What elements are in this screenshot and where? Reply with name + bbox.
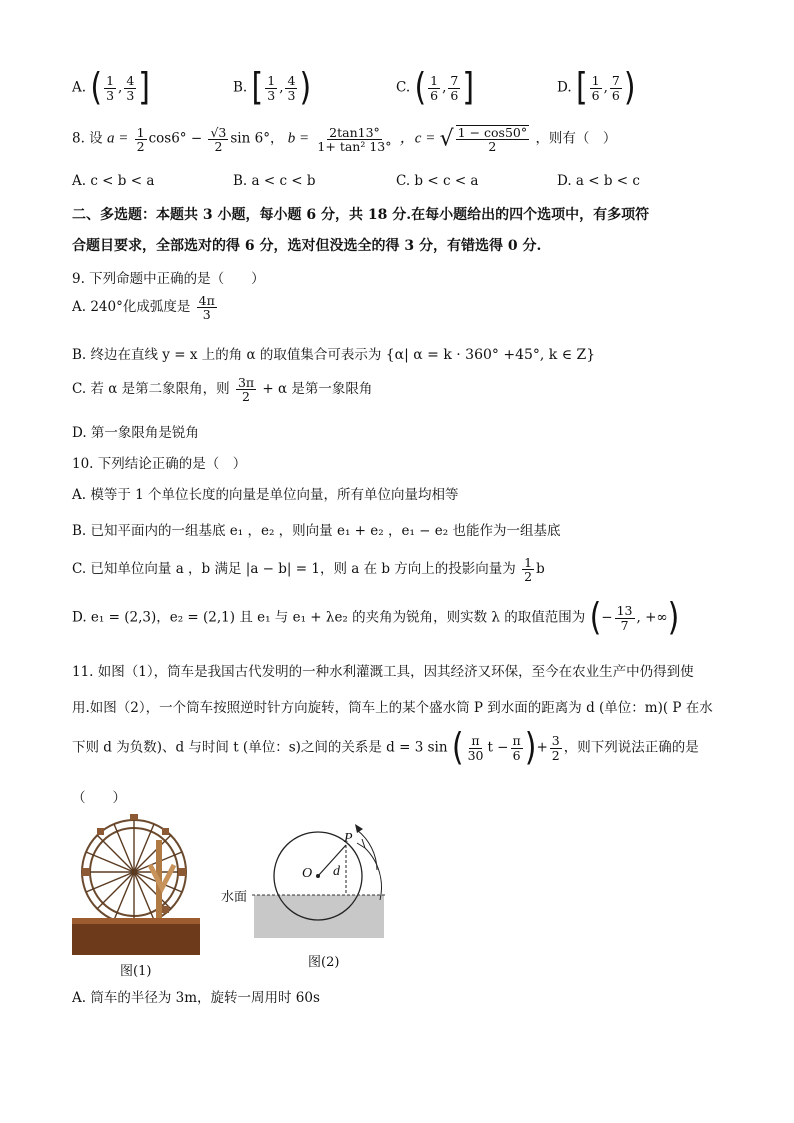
q11-option-a: A. 筒车的半径为 3m，旋转一周用时 60s [72,990,320,1006]
q11-frac3 [550,734,562,761]
q8-option-a: A. c < b < a [72,173,155,189]
q8-a-part1: cos6° − [148,130,203,147]
q8-frac-sqrt3 [208,126,228,153]
q11-line3a: 下则 d 为负数)、d 与时间 t (单位：s)之间的关系是 d = 3 sin [72,739,448,756]
open-paren: ( [589,595,602,640]
frac-num: 1 [267,73,276,89]
q10-d-text1: D. e₁ = (2,3)，e₂ = (2,1) 且 e₁ 与 e₁ + λe₂ 的夹角为锐角，则实数 λ 的取值范围为 [72,609,586,626]
label-O: O [302,866,313,881]
open-bracket: [ [575,65,588,110]
option-letter: C. [396,79,411,96]
close-paren: ) [667,595,680,640]
label-P: P [344,831,353,846]
water-wheel-illustration [72,810,200,955]
close-bracket: ) [299,65,312,110]
q9-stem: 9. 下列命题中正确的是（ ） [72,271,265,287]
section2-line2: 合题目要求，全部选对的得 6 分，选对但没选全的得 3 分，有错选得 0 分. [72,238,542,254]
arrow-head-icon [357,839,365,848]
q9-b-set: {α| α = k · 360° +45°, k ∈ Z} [385,347,596,363]
close-bracket: ] [138,65,150,110]
frac-num: √3 [210,124,227,140]
frac-num: 1 [430,73,439,89]
frac-den: 3 [106,87,115,103]
q8-b-expr: b = [287,130,310,147]
q10-d-text2: , +∞ [636,609,668,626]
option-letter: B. [233,79,248,96]
q9-option-a [72,294,219,321]
frac-den: 7 [620,617,629,633]
frac-den: 6 [430,87,439,103]
frac-den: 3 [202,307,211,323]
q8-a-part2: sin 6°， [230,130,284,147]
frac-num: 1 [591,73,600,89]
q9-option-c [72,376,372,403]
frac-num: 1 [136,124,145,140]
q7-option-b: B. [ $\frac{1}{3}$ , $\frac{4}{3}$ ) [233,65,312,110]
q8-option-b: B. a < c < b [233,173,316,189]
q11-plus: + [536,739,548,756]
q8-c-frac [456,125,529,153]
q8-prefix: 8. 设 [72,130,103,147]
q10-option-a: A. 模等于 1 个单位长度的向量是单位向量，所有单位向量均相等 [72,487,459,503]
frac-lower [265,74,277,101]
water-wheel-photo [72,810,200,955]
frac-den: 30 [467,747,484,763]
open-paren: ( [451,725,464,770]
q7-option-a: A. ( $\frac{1}{3}$ , $\frac{4}{3}$ ] [72,65,150,110]
frac-num: 4π [198,293,215,308]
close-bracket: ) [623,65,636,110]
frac-den: 1+ tan² 13° [317,138,392,154]
frac-upper [448,74,460,101]
rotation-arc [365,848,381,900]
frac-lower [104,74,116,101]
figure1-caption: 图(1) [120,964,152,979]
q9-c-frac [236,376,256,403]
frac-num: 1 − cos50° [457,125,528,140]
q11-line3 [72,725,699,770]
q10-stem: 10. 下列结论正确的是（ ） [72,456,247,472]
q10-c-text2: b [536,561,545,578]
q10-c-text1: C. 已知单位向量 a ，b 满足 |a − b| = 1，则 a 在 b 方向上的投影向量为 [72,561,516,578]
q9-option-d: D. 第一象限角是锐角 [72,425,199,441]
frac-num: 1 [524,555,533,570]
q11-line3b: ，则下列说法正确的是 [563,739,699,756]
q8-c-expr: ，c = [399,130,436,147]
q8-stem [72,125,616,153]
frac-num: 2tan13° [329,124,380,140]
q8-b-frac [315,126,393,153]
frac-num: 1 [106,73,115,89]
option-letter: D. [557,79,572,96]
frac-upper [124,74,136,101]
frac-num: 13 [616,603,633,619]
open-bracket: [ [251,65,264,110]
q9-option-b [72,343,595,363]
frac-den: 2 [524,569,533,585]
water-label: 水面 [221,890,248,905]
frac-den: 6 [591,87,600,103]
q8-frac-half [135,126,147,153]
frac-den: 2 [488,139,497,155]
option-letter: A. [72,79,87,96]
frac-den: 2 [242,389,250,405]
frac-den: 6 [512,747,521,763]
frac-den: 6 [611,87,620,103]
open-bracket: ( [414,65,427,110]
q11-frac1 [466,734,486,761]
q10-option-b: B. 已知平面内的一组基底 e₁ ，e₂ ，则向量 e₁ + e₂ ，e₁ − e₂ 也能作为一组基底 [72,523,561,539]
frac-den: 3 [287,87,296,103]
frac-den: 2 [214,138,223,154]
frac-num: 3π [237,375,255,390]
q8-a-expr: a = [106,130,129,147]
frac-den: 2 [551,747,560,763]
radius-line [318,845,346,876]
section2-line1: 二、多选题：本题共 3 小题，每小题 6 分，共 18 分.在每小题给出的四个选项中，有多项符 [72,207,650,223]
open-bracket: ( [90,65,103,110]
q8-suffix: ，则有（ ） [535,130,617,147]
q7-option-d: D. [ $\frac{1}{6}$ , $\frac{7}{6}$ ) [557,65,636,110]
frac-num: 4 [126,73,135,89]
q11-line1: 11. 如图（1），筒车是我国古代发明的一种水利灌溉工具，因其经济又环保，至今在农业生产中仍得到使 [72,664,694,680]
frac-lower [428,74,440,101]
frac-upper [285,74,297,101]
frac-num: 4 [287,73,296,89]
figure2-caption: 图(2) [308,955,340,970]
frac-num: 7 [450,73,459,89]
frac-num: π [471,733,480,749]
frac-num: 7 [611,73,620,89]
q10-option-c [72,556,545,583]
q11-line2: 用.如图（2），一个筒车按照逆时针方向旋转，筒车上的某个盛水筒 P 到水面的距离为 d (单位：m)( P 在水 [72,700,713,716]
frac-den: 3 [126,87,135,103]
q9-a-text: A. 240°化成弧度是 [72,299,191,316]
frac-den: 2 [136,138,145,154]
frac-den: 6 [450,87,459,103]
q8-option-c: C. b < c < a [396,173,479,189]
q10-c-frac [522,556,534,583]
q11-line4: （ ） [72,790,126,806]
q11-t: t − [487,739,509,756]
rotation-arrow-icon [355,824,363,833]
water-area [254,895,384,938]
q7-option-c: C. ( $\frac{1}{6}$ , $\frac{7}{6}$ ] [396,65,475,110]
label-d: d [333,864,340,879]
q11-frac2 [511,734,523,761]
frac-upper [610,74,622,101]
q9-c-text1: C. 若 α 是第二象限角，则 [72,381,230,398]
q10-option-d: D. e₁ = (2,3)，e₂ = (2,1) 且 e₁ 与 e₁ + λe₂ 的夹角为锐角，则实数 λ 的取值范围为 (− $\frac{13}{7}$ , +∞) [72,595,680,640]
frac-lower [590,74,602,101]
frac-num: 3 [551,733,560,749]
close-paren: ) [524,725,537,770]
q9-c-text2: + α 是第一象限角 [262,381,373,398]
q8-option-d: D. a < b < c [557,173,640,189]
q9-b-text: B. 终边在直线 y = x 上的角 α 的取值集合可表示为 [72,347,382,363]
q10-d-frac [615,604,635,631]
frac-den: 3 [267,87,276,103]
q9-a-frac [197,294,217,321]
frac-num: π [512,733,521,749]
sqrt-sign: √ [439,126,454,152]
center-point [316,874,320,878]
close-bracket: ] [462,65,475,110]
